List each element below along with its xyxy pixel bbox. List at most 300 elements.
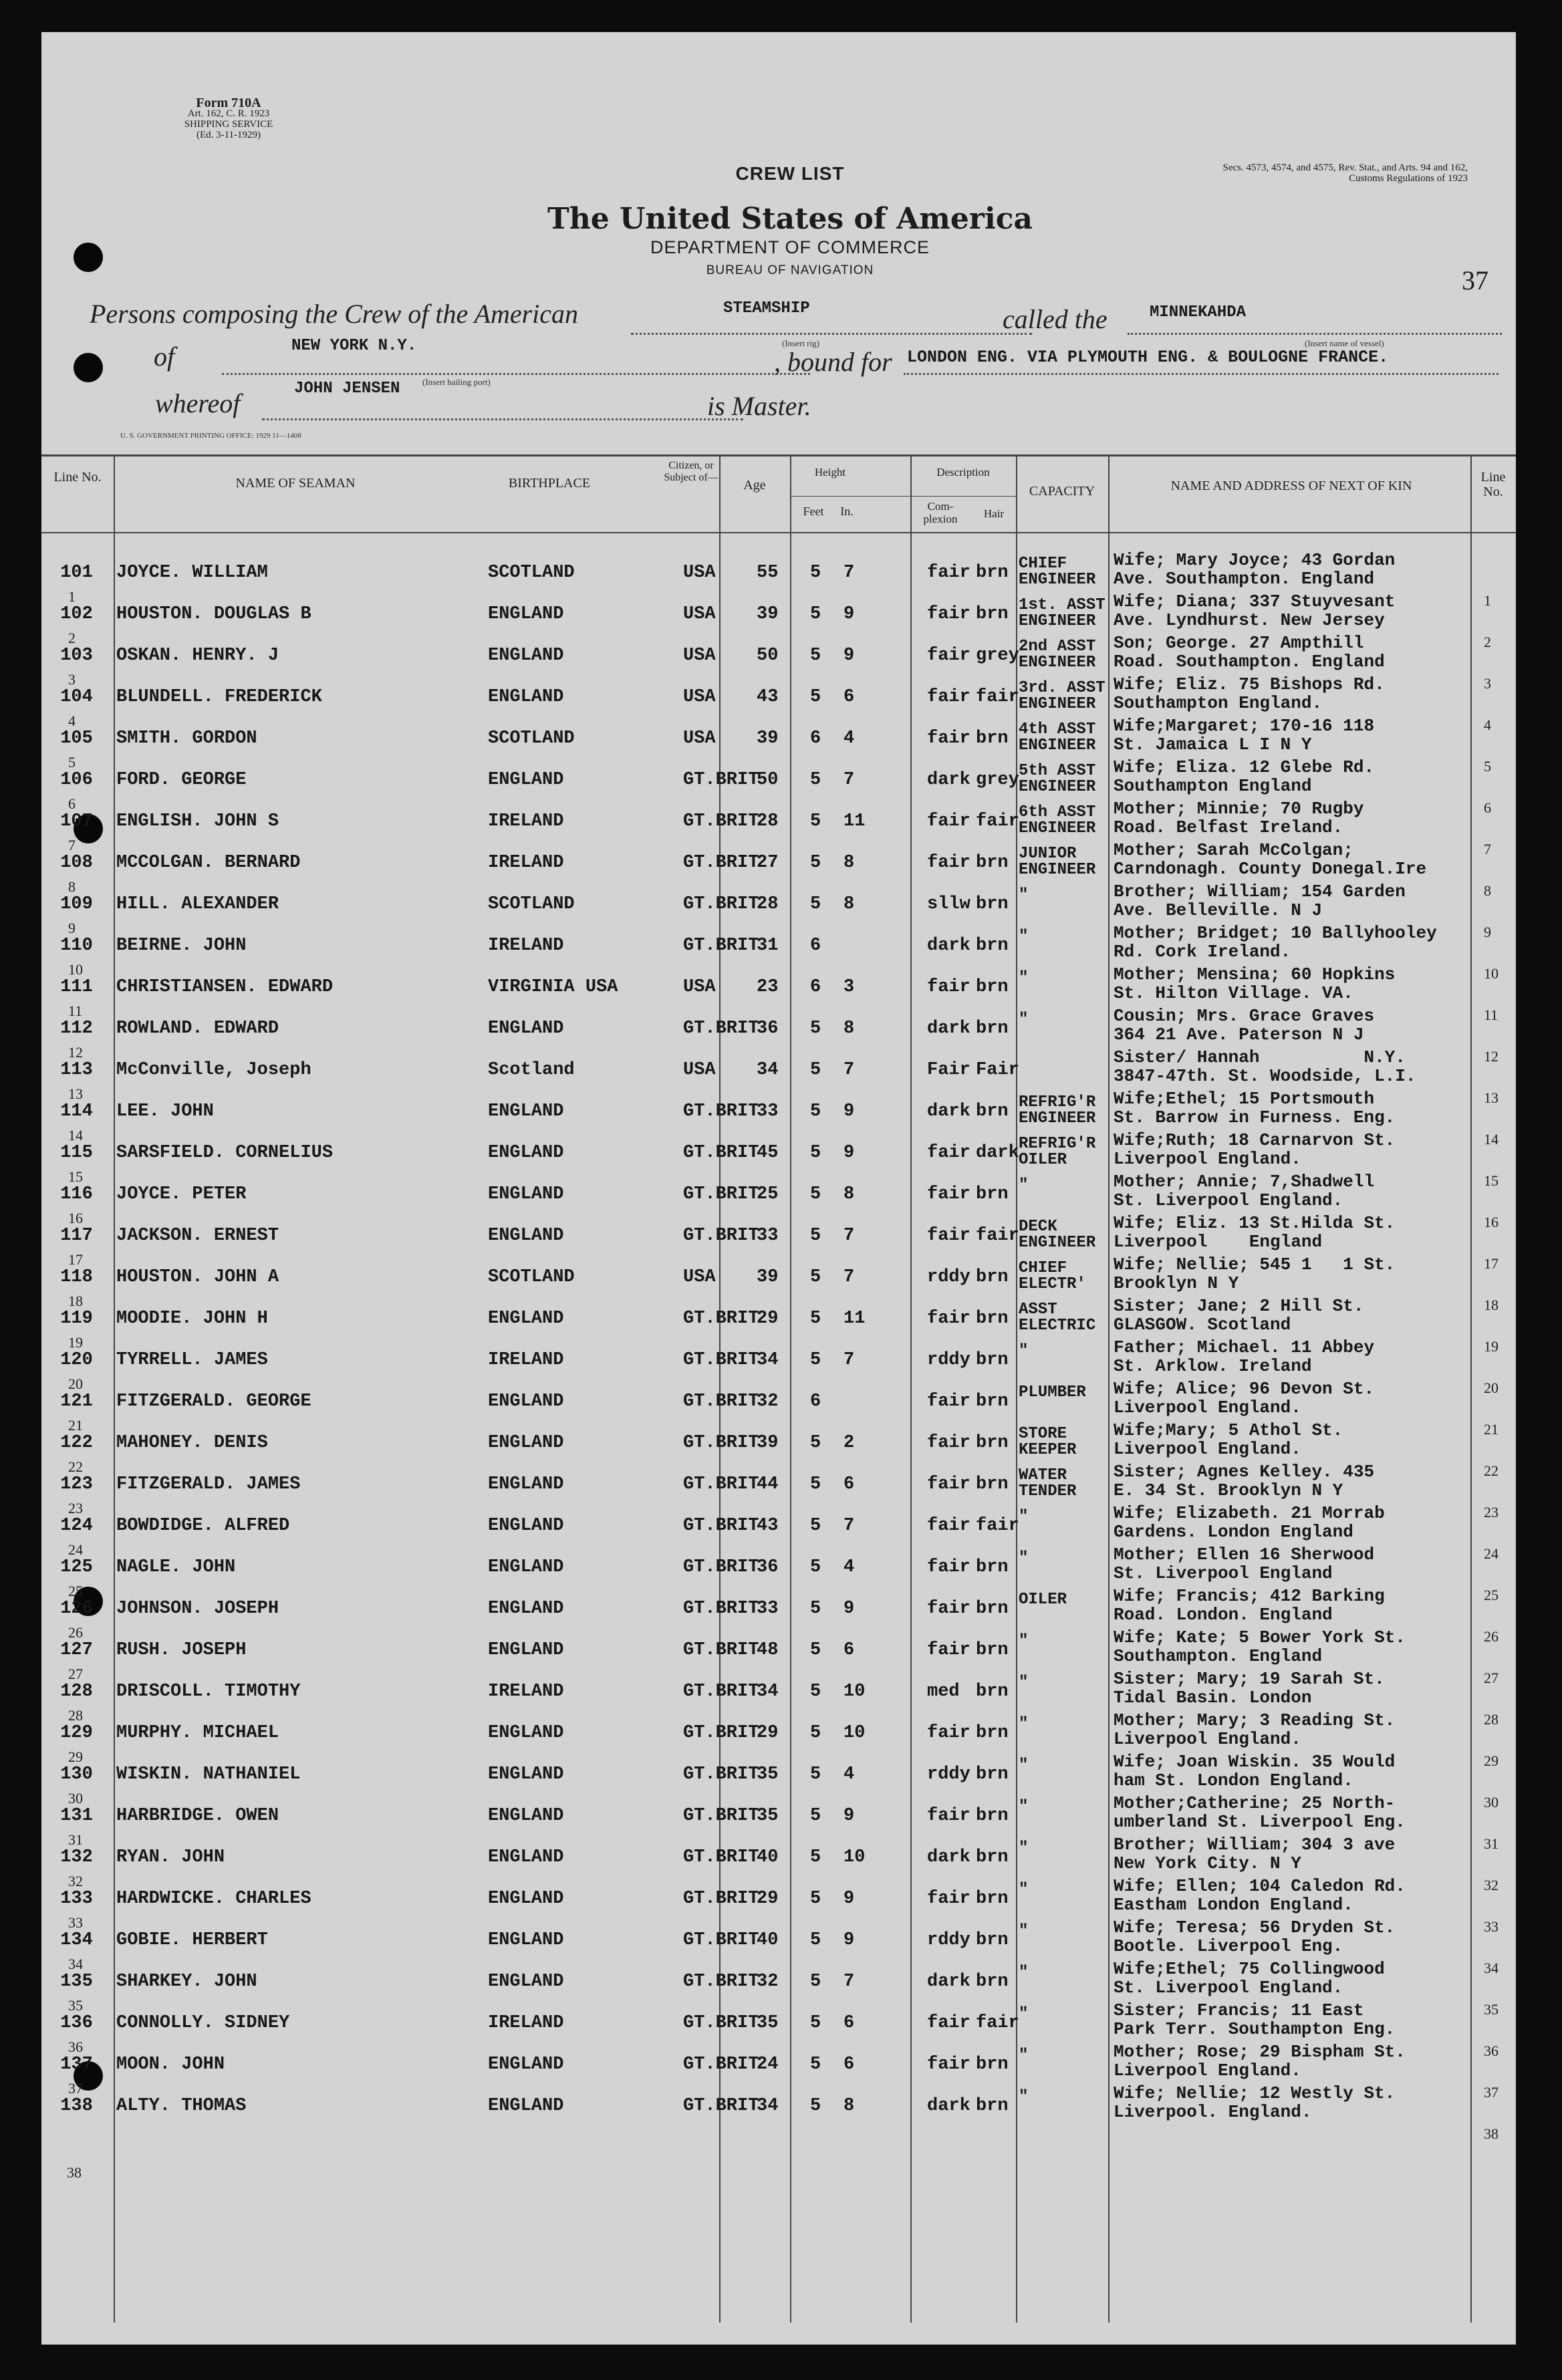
age: 29	[757, 1723, 779, 1743]
height-inches: 9	[843, 1599, 855, 1619]
right-line-number: 33	[1484, 1918, 1499, 1935]
capacity: "	[1019, 1922, 1029, 1940]
age: 40	[757, 1847, 779, 1867]
age: 23	[757, 977, 779, 997]
form-identifier	[155, 98, 302, 140]
printer-note: U. S. GOVERNMENT PRINTING OFFICE: 1929 11—1408	[120, 432, 301, 440]
right-line-number: 32	[1484, 1877, 1499, 1893]
complexion: fair	[927, 1309, 970, 1329]
hair-color: brn	[976, 1557, 1009, 1577]
right-line-number: 37	[1484, 2084, 1499, 2101]
age: 33	[757, 1226, 779, 1246]
row-line-number: 23	[68, 1500, 83, 1516]
row-line-number: 32	[68, 1873, 83, 1889]
birthplace: ENGLAND	[488, 1516, 564, 1536]
complexion: dark	[927, 2096, 970, 2116]
next-of-kin: Wife; Eliz. 75 Bishops Rd. Southampton England.	[1114, 674, 1385, 713]
birthplace: ENGLAND	[488, 1392, 564, 1412]
vessel-line	[1128, 333, 1502, 335]
citizenship: GT.BRIT	[683, 1806, 759, 1826]
complexion: fair	[927, 1557, 970, 1577]
birthplace: ENGLAND	[488, 604, 564, 624]
seaman-name: MAHONEY. DENIS	[116, 1433, 268, 1453]
row-line-number: 36	[68, 2038, 83, 2055]
citizenship: USA	[683, 604, 716, 624]
age: 29	[757, 1309, 779, 1329]
row-line-number: 2	[68, 630, 76, 646]
height-feet: 5	[810, 604, 821, 624]
age: 34	[757, 1682, 779, 1702]
next-of-kin: Wife; Eliz. 13 St.Hilda St. Liverpool England	[1114, 1213, 1396, 1252]
right-line-number: 26	[1484, 1628, 1499, 1645]
next-of-kin: Mother; Sarah McColgan; Carndonagh. County Donegal.Ire	[1114, 840, 1427, 879]
height-inches: 4	[843, 1764, 855, 1784]
hair-color: brn	[976, 729, 1009, 749]
right-line-number: 7	[1484, 841, 1491, 857]
height-inches: 7	[843, 1267, 855, 1287]
birthplace: ENGLAND	[488, 2055, 564, 2075]
hair-color: brn	[976, 1309, 1009, 1329]
age: 28	[757, 894, 779, 914]
next-of-kin: Wife; Nellie; 545 1 1 St. Brooklyn N Y	[1114, 1254, 1396, 1293]
right-line-number: 38	[1484, 2125, 1499, 2142]
vessel-caption: (Insert name of vessel)	[1305, 338, 1384, 348]
seaman-name: LEE. JOHN	[116, 1101, 214, 1121]
birthplace: ENGLAND	[488, 1723, 564, 1743]
next-of-kin: Wife; Eliza. 12 Glebe Rd. Southampton England	[1114, 757, 1375, 796]
seaman-name: RUSH. JOSEPH	[116, 1640, 247, 1660]
citizenship: GT.BRIT	[683, 853, 759, 873]
age: 27	[757, 853, 779, 873]
citizenship: GT.BRIT	[683, 1516, 759, 1536]
row-line-number: 1	[68, 588, 76, 605]
hair-color: brn	[976, 1640, 1009, 1660]
right-line-number: 36	[1484, 2042, 1499, 2059]
height-feet: 5	[810, 646, 821, 666]
next-of-kin: Mother; Bridget; 10 Ballyhooley Rd. Cork Ireland.	[1114, 923, 1437, 962]
age: 43	[757, 1516, 779, 1536]
right-line-number: 14	[1484, 1131, 1499, 1148]
row-serial: 115	[60, 1143, 93, 1163]
birthplace: ENGLAND	[488, 1474, 564, 1494]
of-label: of	[154, 342, 175, 372]
seaman-name: WISKIN. NATHANIEL	[116, 1764, 301, 1784]
next-of-kin: Wife;Margaret; 170-16 118 St. Jamaica L I N Y	[1114, 716, 1375, 755]
hair-color: brn	[976, 1474, 1009, 1494]
next-of-kin: Mother;Catherine; 25 North- umberland St. Liverpool Eng.	[1114, 1793, 1406, 1832]
citizenship: USA	[683, 977, 716, 997]
height-feet: 6	[810, 977, 821, 997]
birthplace: IRELAND	[488, 936, 564, 956]
capacity: PLUMBER	[1019, 1383, 1086, 1402]
citizenship: GT.BRIT	[683, 1184, 759, 1204]
hair-color: fair	[976, 1226, 1019, 1246]
seaman-name: JOHNSON. JOSEPH	[116, 1599, 279, 1619]
row-line-number: 11	[68, 1003, 83, 1019]
col-age: Age	[743, 478, 766, 493]
right-line-number: 13	[1484, 1089, 1499, 1106]
row-serial: 112	[60, 1019, 93, 1039]
row-line-number: 19	[68, 1334, 83, 1351]
citizenship: USA	[683, 563, 716, 583]
row-line-number: 4	[68, 712, 76, 729]
row-serial: 109	[60, 894, 93, 914]
complexion: fair	[927, 687, 970, 707]
citizenship: GT.BRIT	[683, 770, 759, 790]
age: 35	[757, 1764, 779, 1784]
capacity: OILER	[1019, 1591, 1067, 1609]
next-of-kin: Mother; Mary; 3 Reading St. Liverpool England.	[1114, 1710, 1396, 1749]
height-feet: 5	[810, 853, 821, 873]
right-line-number: 2	[1484, 634, 1491, 650]
height-inches: 8	[843, 1184, 855, 1204]
next-of-kin: Mother; Minnie; 70 Rugby Road. Belfast Ireland.	[1114, 799, 1364, 837]
height-feet: 5	[810, 811, 821, 831]
row-serial: 101	[60, 563, 93, 583]
right-line-number: 4	[1484, 716, 1491, 733]
right-line-number: 25	[1484, 1587, 1499, 1603]
birthplace: ENGLAND	[488, 1143, 564, 1163]
row-serial: 102	[60, 604, 93, 624]
next-of-kin: Wife; Alice; 96 Devon St. Liverpool England.	[1114, 1379, 1375, 1418]
height-inches: 8	[843, 2096, 855, 2116]
capacity: CHIEF ELECTR'	[1019, 1259, 1086, 1293]
row-line-number: 5	[68, 754, 76, 771]
height-feet: 5	[810, 1019, 821, 1039]
birthplace: VIRGINIA USA	[488, 977, 618, 997]
row-line-number: 34	[68, 1956, 83, 1972]
height-inches: 8	[843, 853, 855, 873]
row-line-number: 16	[68, 1210, 83, 1226]
height-feet: 5	[810, 2055, 821, 2075]
next-of-kin: Cousin; Mrs. Grace Graves 364 21 Ave. Paterson N J	[1114, 1006, 1375, 1045]
hair-color: brn	[976, 1806, 1009, 1826]
punch-hole	[74, 243, 103, 272]
height-feet: 5	[810, 1143, 821, 1163]
capacity: 1st. ASST ENGINEER	[1019, 596, 1105, 630]
citizenship: GT.BRIT	[683, 1764, 759, 1784]
right-line-number: 17	[1484, 1255, 1499, 1272]
citizenship: GT.BRIT	[683, 1019, 759, 1039]
rig-line	[631, 333, 1032, 335]
row-line-number: 7	[68, 837, 76, 853]
hair-color: brn	[976, 2055, 1009, 2075]
height-feet: 5	[810, 1101, 821, 1121]
age: 34	[757, 1350, 779, 1370]
next-of-kin: Brother; William; 154 Garden Ave. Belleville. N J	[1114, 882, 1406, 920]
height-feet: 6	[810, 1392, 821, 1412]
height-feet: 5	[810, 1350, 821, 1370]
complexion: fair	[927, 1433, 970, 1453]
citizenship: GT.BRIT	[683, 2055, 759, 2075]
next-of-kin: Mother; Annie; 7,Shadwell St. Liverpool England.	[1114, 1172, 1375, 1210]
capacity: "	[1019, 1756, 1029, 1774]
hair-color: brn	[976, 1889, 1009, 1909]
citizenship: GT.BRIT	[683, 1557, 759, 1577]
punch-hole	[74, 353, 103, 382]
height-feet: 5	[810, 1889, 821, 1909]
complexion: fair	[927, 1723, 970, 1743]
age: 39	[757, 729, 779, 749]
birthplace: ENGLAND	[488, 1972, 564, 1992]
seaman-name: HARDWICKE. CHARLES	[116, 1889, 311, 1909]
age: 24	[757, 2055, 779, 2075]
height-inches: 11	[843, 811, 866, 831]
height-feet: 5	[810, 1309, 821, 1329]
height-inches: 9	[843, 1889, 855, 1909]
height-feet: 5	[810, 1972, 821, 1992]
birthplace: ENGLAND	[488, 1764, 564, 1784]
right-line-number: 19	[1484, 1338, 1499, 1355]
row-serial: 104	[60, 687, 93, 707]
row-line-number: 22	[68, 1458, 83, 1475]
seaman-name: OSKAN. HENRY. J	[116, 646, 279, 666]
birthplace: IRELAND	[488, 1682, 564, 1702]
height-feet: 5	[810, 1557, 821, 1577]
right-line-number: 22	[1484, 1462, 1499, 1479]
seaman-name: JACKSON. ERNEST	[116, 1226, 279, 1246]
hair-color: fair	[976, 687, 1019, 707]
citizenship: GT.BRIT	[683, 1972, 759, 1992]
height-inches: 9	[843, 1930, 855, 1950]
capacity: ASST ELECTRIC	[1019, 1301, 1096, 1335]
complexion: dark	[927, 1847, 970, 1867]
height-feet: 5	[810, 1060, 821, 1080]
row-line-number: 14	[68, 1127, 83, 1144]
next-of-kin: Son; George. 27 Ampthill Road. Southampton. England	[1114, 633, 1385, 672]
right-line-number: 34	[1484, 1960, 1499, 1976]
hair-color: brn	[976, 604, 1009, 624]
next-of-kin: Brother; William; 304 3 ave New York City. N Y	[1114, 1835, 1396, 1873]
citizenship: GT.BRIT	[683, 1392, 759, 1412]
hair-color: brn	[976, 1101, 1009, 1121]
height-inches: 6	[843, 2013, 855, 2033]
hair-color: fair	[976, 2013, 1019, 2033]
next-of-kin: Wife; Joan Wiskin. 35 Would ham St. London England.	[1114, 1752, 1396, 1791]
capacity: REFRIG'R OILER	[1019, 1135, 1096, 1169]
right-line-number: 12	[1484, 1048, 1499, 1065]
complexion: fair	[927, 853, 970, 873]
capacity: CHIEF ENGINEER	[1019, 555, 1096, 589]
row-serial: 125	[60, 1557, 93, 1577]
height-inches: 4	[843, 729, 855, 749]
row-line-number: 37	[68, 2080, 83, 2097]
complexion: fair	[927, 2055, 970, 2075]
height-feet: 5	[810, 1764, 821, 1784]
seaman-name: McConville, Joseph	[116, 1060, 311, 1080]
right-line-number: 11	[1484, 1007, 1499, 1023]
form-art: Art. 162, C. R. 1923	[187, 108, 270, 119]
row-serial: 138	[60, 2096, 93, 2116]
column-rule	[1108, 454, 1110, 2323]
birthplace: ENGLAND	[488, 687, 564, 707]
birthplace: Scotland	[488, 1060, 575, 1080]
row-serial: 128	[60, 1682, 93, 1702]
age: 40	[757, 1930, 779, 1950]
seaman-name: HOUSTON. DOUGLAS B	[116, 604, 311, 624]
capacity: "	[1019, 1674, 1029, 1692]
height-inches: 7	[843, 1350, 855, 1370]
birthplace: IRELAND	[488, 2013, 564, 2033]
seaman-name: SMITH. GORDON	[116, 729, 257, 749]
birthplace: ENGLAND	[488, 1309, 564, 1329]
height-feet: 5	[810, 1516, 821, 1536]
seaman-name: MURPHY. MICHAEL	[116, 1723, 279, 1743]
age: 48	[757, 1640, 779, 1660]
age: 31	[757, 936, 779, 956]
seaman-name: MOON. JOHN	[116, 2055, 225, 2075]
row-line-number: 30	[68, 1790, 83, 1807]
citizenship: GT.BRIT	[683, 2013, 759, 2033]
birthplace: ENGLAND	[488, 1184, 564, 1204]
hair-color: brn	[976, 853, 1009, 873]
right-line-number: 8	[1484, 882, 1491, 899]
age: 25	[757, 1184, 779, 1204]
capacity: 3rd. ASST ENGINEER	[1019, 679, 1105, 713]
next-of-kin: Wife; Mary Joyce; 43 Gordan Ave. Southampton. England	[1114, 550, 1396, 589]
row-serial: 120	[60, 1350, 93, 1370]
bureau-heading: BUREAU OF NAVIGATION	[706, 263, 874, 277]
complexion: fair	[927, 729, 970, 749]
seaman-name: RYAN. JOHN	[116, 1847, 225, 1867]
complexion: fair	[927, 1392, 970, 1412]
complexion: fair	[927, 646, 970, 666]
height-inches: 6	[843, 2055, 855, 2075]
right-line-number: 28	[1484, 1711, 1499, 1728]
next-of-kin: Wife; Diana; 337 Stuyvesant Ave. Lyndhurst. New Jersey	[1114, 591, 1396, 630]
citizenship: GT.BRIT	[683, 1309, 759, 1329]
citizenship: GT.BRIT	[683, 1226, 759, 1246]
row-line-number: 33	[68, 1914, 83, 1931]
next-of-kin: Wife; Elizabeth. 21 Morrab Gardens. London England	[1114, 1503, 1385, 1542]
height-feet: 5	[810, 1806, 821, 1826]
right-line-number: 1	[1484, 592, 1491, 609]
row-serial: 127	[60, 1640, 93, 1660]
row-line-number: 31	[68, 1831, 83, 1848]
citizenship: GT.BRIT	[683, 1640, 759, 1660]
hair-color: brn	[976, 1184, 1009, 1204]
complexion: dark	[927, 936, 970, 956]
hair-color: brn	[976, 2096, 1009, 2116]
complexion: rddy	[927, 1930, 970, 1950]
height-inches: 2	[843, 1433, 855, 1453]
capacity: STORE KEEPER	[1019, 1425, 1077, 1459]
row-serial: 118	[60, 1267, 93, 1287]
capacity: "	[1019, 1508, 1029, 1526]
subheader-rule	[790, 496, 1017, 497]
height-inches: 8	[843, 894, 855, 914]
birthplace: ENGLAND	[488, 646, 564, 666]
statute-reference: Secs. 4573, 4574, and 4575, Rev. Stat., and Arts. 94 and 162, Customs Regulations of 1923	[1222, 162, 1468, 184]
birthplace: ENGLAND	[488, 1019, 564, 1039]
row-line-number: 13	[68, 1085, 83, 1102]
row-line-number: 35	[68, 1997, 83, 2014]
form-edition: (Ed. 3-11-1929)	[196, 130, 261, 140]
hair-color: brn	[976, 1599, 1009, 1619]
age: 44	[757, 1474, 779, 1494]
row-line-number: 18	[68, 1293, 83, 1309]
complexion: sllw	[927, 894, 970, 914]
destination: LONDON ENG. VIA PLYMOUTH ENG. & BOULOGNE FRANCE.	[907, 348, 1389, 367]
seaman-name: CHRISTIANSEN. EDWARD	[116, 977, 334, 997]
seaman-name: HILL. ALEXANDER	[116, 894, 279, 914]
next-of-kin: Wife; Ellen; 104 Caledon Rd. Eastham London England.	[1114, 1876, 1406, 1915]
capacity: 5th ASST ENGINEER	[1019, 762, 1096, 796]
height-feet: 6	[810, 936, 821, 956]
capacity: "	[1019, 1798, 1029, 1816]
row-serial: 135	[60, 1972, 93, 1992]
row-serial: 132	[60, 1847, 93, 1867]
height-feet: 5	[810, 1184, 821, 1204]
birthplace: ENGLAND	[488, 770, 564, 790]
height-feet: 5	[810, 687, 821, 707]
next-of-kin: Wife; Kate; 5 Bower York St. Southampton. England	[1114, 1627, 1406, 1666]
birthplace: ENGLAND	[488, 1806, 564, 1826]
complexion: rddy	[927, 1267, 970, 1287]
col-feet: Feet	[803, 505, 824, 518]
row-line-number: 28	[68, 1707, 83, 1724]
row-line-number: 17	[68, 1251, 83, 1268]
right-line-number: 18	[1484, 1297, 1499, 1313]
right-line-number: 10	[1484, 965, 1499, 982]
row-line-number: 25	[68, 1583, 83, 1599]
whereof-label: whereof	[155, 388, 241, 418]
citizenship: GT.BRIT	[683, 1143, 759, 1163]
height-inches: 7	[843, 1516, 855, 1536]
col-line-no-right: Line No.	[1480, 470, 1506, 499]
age: 32	[757, 1972, 779, 1992]
complexion: rddy	[927, 1764, 970, 1784]
hair-color: fair	[976, 811, 1019, 831]
seaman-name: ENGLISH. JOHN S	[116, 811, 279, 831]
right-line-number: 5	[1484, 758, 1491, 775]
complexion: fair	[927, 2013, 970, 2033]
row-line-number: 12	[68, 1044, 83, 1061]
next-of-kin: Sister; Francis; 11 East Park Terr. Southampton Eng.	[1114, 2000, 1396, 2039]
citizenship: USA	[683, 646, 716, 666]
height-inches: 9	[843, 604, 855, 624]
height-feet: 5	[810, 1226, 821, 1246]
next-of-kin: Wife; Nellie; 12 Westly St. Liverpool. England.	[1114, 2083, 1396, 2122]
col-line-no: Line No.	[53, 470, 102, 485]
seaman-name: ALTY. THOMAS	[116, 2096, 247, 2116]
citizenship: GT.BRIT	[683, 811, 759, 831]
hair-color: brn	[976, 563, 1009, 583]
hair-color: brn	[976, 1723, 1009, 1743]
age: 33	[757, 1599, 779, 1619]
height-inches: 11	[843, 1309, 866, 1329]
page-number: 37	[1462, 265, 1488, 295]
row-line-number: 9	[68, 920, 76, 936]
hair-color: brn	[976, 1682, 1009, 1702]
height-inches: 6	[843, 1640, 855, 1660]
right-line-number: 23	[1484, 1504, 1499, 1520]
crew-list-sheet	[41, 32, 1516, 2345]
age: 50	[757, 646, 779, 666]
height-inches: 10	[843, 1682, 866, 1702]
capacity: "	[1019, 969, 1029, 987]
hair-color: brn	[976, 1433, 1009, 1453]
height-feet: 5	[810, 1682, 821, 1702]
capacity: "	[1019, 2088, 1029, 2106]
next-of-kin: Sister; Agnes Kelley. 435 E. 34 St. Brooklyn N Y	[1114, 1462, 1375, 1500]
right-line-number: 9	[1484, 924, 1491, 940]
height-feet: 5	[810, 770, 821, 790]
seaman-name: FITZGERALD. JAMES	[116, 1474, 301, 1494]
row-serial: 121	[60, 1392, 93, 1412]
hair-color: brn	[976, 1764, 1009, 1784]
height-feet: 5	[810, 1433, 821, 1453]
